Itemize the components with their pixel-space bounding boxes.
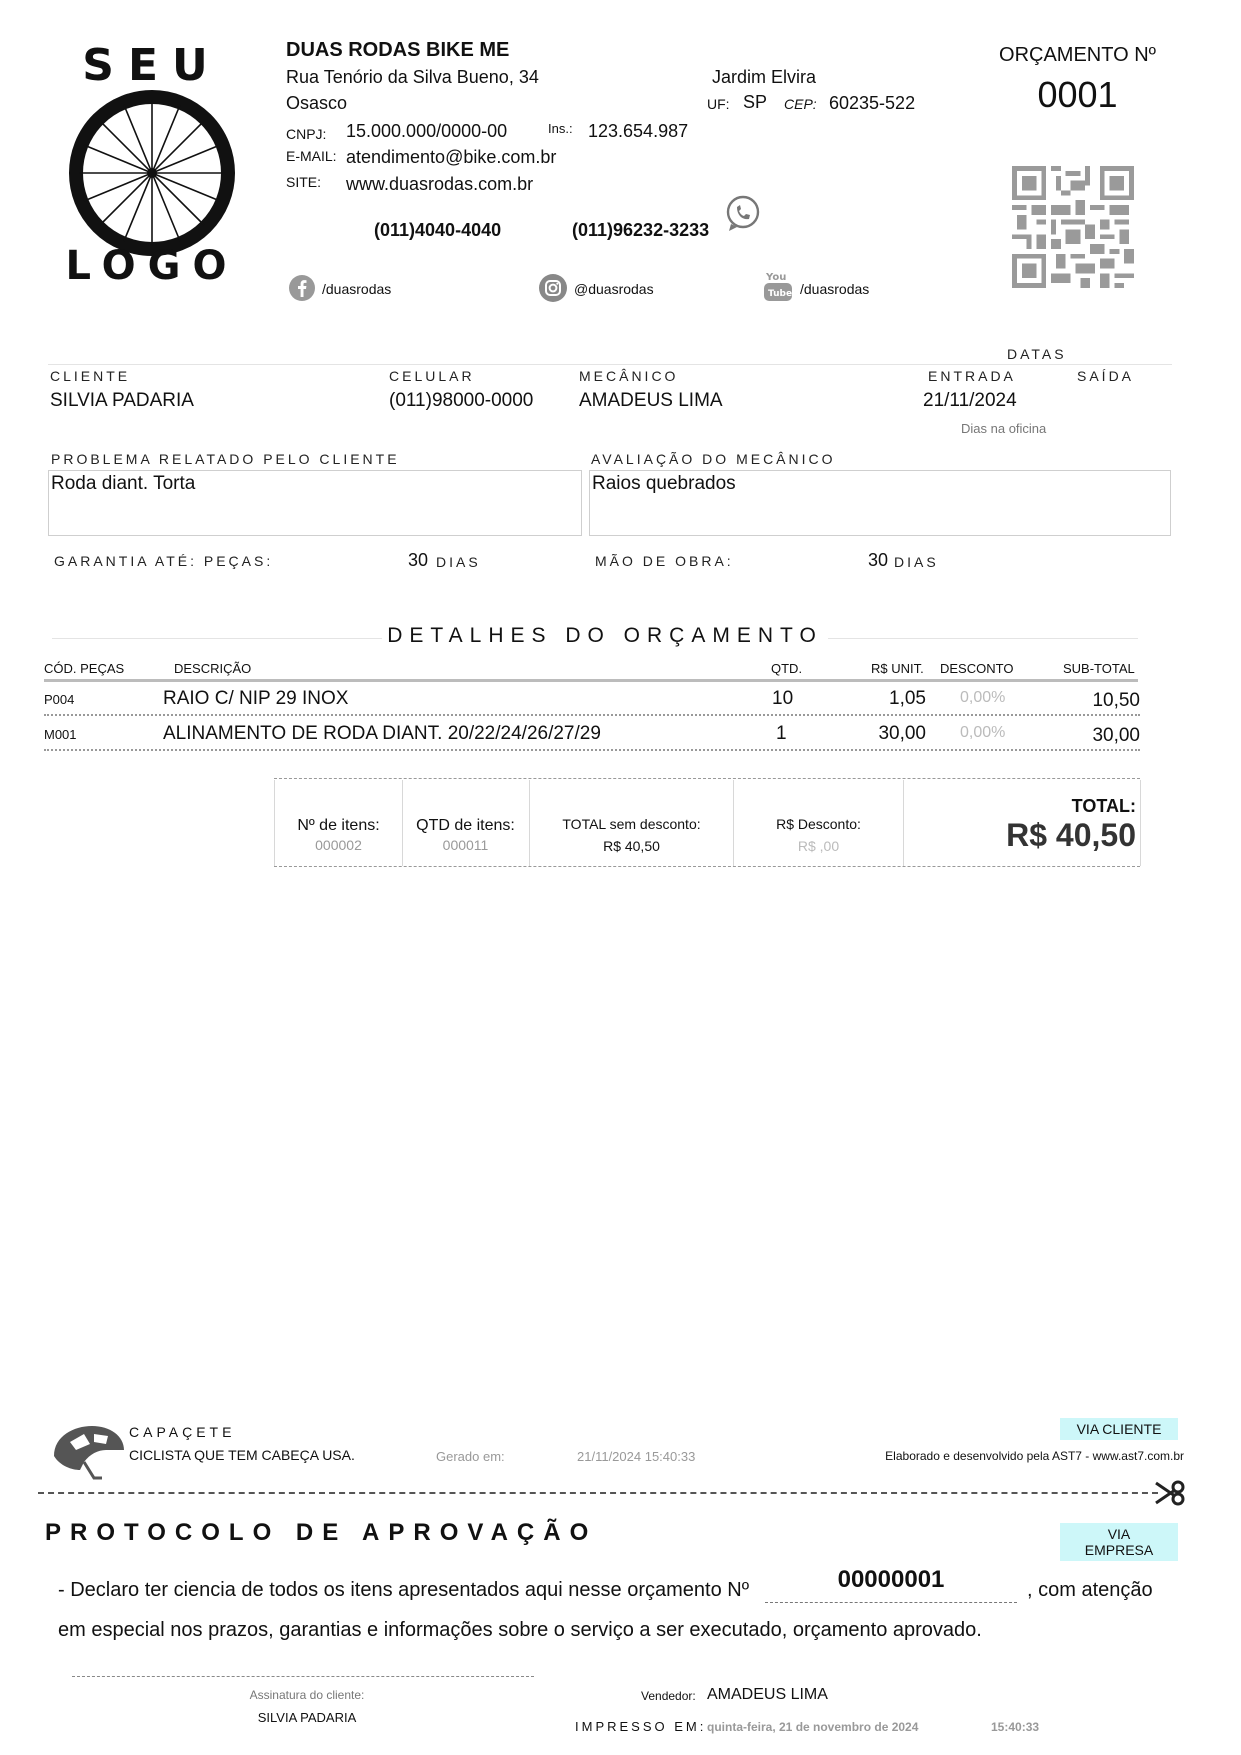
vendedor-label: Vendedor: [641,1689,696,1703]
bike-wheel-icon [67,88,237,258]
instagram-handle: @duasrodas [574,281,654,297]
site-label: SITE: [286,174,322,190]
scissors-icon[interactable] [1154,1479,1188,1507]
credits-text: Elaborado e desenvolvido pela AST7 - www.ast7.com.br [885,1449,1184,1463]
datas-label: DATAS [1007,346,1067,362]
qtd-itens-label: QTD de itens: [416,817,515,834]
th-unit: R$ UNIT. [871,661,924,676]
phone-2: (011)96232-3233 [572,220,710,240]
ins-label: Ins.: [548,121,573,136]
evaluation-text: Raios quebrados [592,473,736,494]
problem-box[interactable] [48,470,582,536]
th-desconto: DESCONTO [940,661,1014,676]
vendedor-value: AMADEUS LIMA [707,1686,828,1703]
th-qtd: QTD. [771,661,803,676]
via-empresa-badge: VIA EMPRESA [1060,1523,1178,1561]
impresso-time: 15:40:33 [991,1720,1040,1734]
via-cliente-badge: VIA CLIENTE [1060,1418,1178,1440]
company-logo [62,40,242,289]
summary-total-sem [530,780,734,866]
protocol-title: PROTOCOLO DE APROVAÇÃO [45,1519,598,1546]
entrada-label: ENTRADA [928,368,1016,384]
ins-value: 123.654.987 [588,121,689,141]
desconto-value: R$ ,00 [797,838,840,854]
facebook-handle: /duasrodas [322,281,392,297]
evaluation-label: AVALIAÇÃO DO MECÂNICO [591,451,836,467]
table-header-rule [44,679,1138,682]
facebook-icon [288,274,316,302]
th-subtotal: SUB-TOTAL [1063,661,1135,676]
company-district: Jardim Elvira [712,67,817,87]
details-title: DETALHES DO ORÇAMENTO [387,624,823,647]
quote-label: ORÇAMENTO Nº [999,44,1156,66]
instagram-icon [538,273,568,303]
assinatura-label: Assinatura do cliente: [249,1688,365,1702]
svg-text:You: You [766,272,787,283]
impresso-date: quinta-feira, 21 de novembro de 2024 [707,1720,919,1734]
summary-total [904,780,1141,866]
cliente-label: CLIENTE [50,368,131,384]
site-value: www.duasrodas.com.br [346,174,534,194]
row-cod: M001 [44,727,77,742]
summary-desconto [734,780,904,866]
cnpj-label: CNPJ: [286,126,327,142]
gerado-label: Gerado em: [436,1449,505,1464]
whatsapp-icon [723,194,763,234]
uf-label: UF: [707,96,730,112]
warranty-pecas-dias: DIAS [436,554,481,570]
row-subtotal: 30,00 [1092,725,1140,746]
row-cod: P004 [44,692,75,707]
n-itens-label: Nº de itens: [297,817,380,834]
uf-value: SP [743,92,768,112]
youtube-icon [760,268,796,304]
summary-qtd-itens [402,780,530,866]
company-name: DUAS RODAS BIKE ME [286,39,510,61]
cnpj-value: 15.000.000/0000-00 [346,121,508,141]
desconto-label: R$ Desconto: [776,816,861,832]
row-divider [44,714,1140,716]
company-street: Rua Tenório da Silva Bueno, 34 [286,67,539,87]
qtd-itens-value: 000011 [442,837,489,853]
warranty-obra-label: MÃO DE OBRA: [595,553,734,569]
warranty-pecas-label: GARANTIA ATÉ: PEÇAS: [54,553,274,569]
protocol-number-field[interactable] [765,1566,1017,1603]
warranty-obra-value: 30 [868,550,889,570]
mecanico-value: AMADEUS LIMA [579,390,723,411]
impresso-label: IMPRESSO EM: [575,1719,707,1734]
gerado-value: 21/11/2024 15:40:33 [577,1449,696,1464]
cep-value: 60235-522 [829,93,916,113]
problem-label: PROBLEMA RELATADO PELO CLIENTE [51,451,400,467]
cliente-value: SILVIA PADARIA [50,390,194,411]
n-itens-value: 000002 [315,837,362,853]
logo-top-text: SEU [82,40,222,91]
protocol-text-1: - Declaro ter ciencia de todos os itens apresentados aqui nesse orçamento Nº [58,1579,750,1601]
dias-oficina-label: Dias na oficina [961,421,1047,436]
summary-bottom-rule [274,866,1140,867]
helmet-icon [50,1422,128,1482]
assinatura-name: SILVIA PADARIA [257,1710,357,1725]
client-section-divider [48,364,1172,365]
protocol-text-3: em especial nos prazos, garantias e informações sobre o serviço a ser executado, orçamento aprovado. [58,1619,982,1641]
quote-number: 0001 [1037,74,1118,115]
evaluation-box[interactable] [589,470,1171,536]
details-title-rule-right [828,638,1138,639]
details-title-rule-left [52,638,382,639]
row-qtd: 10 [772,688,794,709]
row-divider [44,749,1140,751]
total-sem-value: R$ 40,50 [603,838,660,854]
protocol-text-2: , com atenção [1027,1579,1153,1601]
problem-text: Roda diant. Torta [51,473,196,494]
helmet-slogan: CICLISTA QUE TEM CABEÇA USA. [129,1447,355,1463]
row-subtotal: 10,50 [1092,690,1140,711]
svg-text:Tube: Tube [768,289,793,299]
total-value: R$ 40,50 [1006,817,1136,853]
row-unit: 30,00 [878,723,926,744]
mecanico-label: MECÂNICO [579,368,679,384]
saida-label: SAÍDA [1077,368,1135,384]
summary-n-itens [274,780,403,866]
celular-label: CELULAR [389,368,475,384]
signature-line[interactable] [72,1676,534,1677]
row-desc: ALINAMENTO DE RODA DIANT. 20/22/24/26/27/29 [163,723,601,744]
th-cod: CÓD. PEÇAS [44,661,125,676]
total-sem-label: TOTAL sem desconto: [562,816,701,832]
row-desconto: 0,00% [960,689,1006,706]
cep-label: CEP: [784,96,817,112]
logo-bottom-text: LOGO [65,243,239,289]
warranty-obra-dias: DIAS [894,554,939,570]
row-qtd: 1 [776,723,787,744]
total-label: TOTAL: [1071,796,1136,816]
row-desconto: 0,00% [960,724,1006,741]
row-unit: 1,05 [889,688,926,709]
company-city: Osasco [286,93,348,113]
qr-code-icon [1012,166,1134,288]
youtube-handle: /duasrodas [800,281,870,297]
warranty-pecas-value: 30 [408,550,429,570]
celular-value: (011)98000-0000 [389,390,534,411]
email-label: E-MAIL: [286,148,337,164]
cut-line [38,1492,1158,1494]
email-value: atendimento@bike.com.br [346,147,557,167]
th-desc: DESCRIÇÃO [174,661,252,676]
protocol-number: 00000001 [837,1566,945,1593]
summary-top-rule [274,778,1140,779]
helmet-title: CAPAÇETE [129,1424,236,1440]
phone-1: (011)4040-4040 [374,220,502,240]
row-desc: RAIO C/ NIP 29 INOX [163,688,349,709]
entrada-value: 21/11/2024 [923,390,1017,411]
